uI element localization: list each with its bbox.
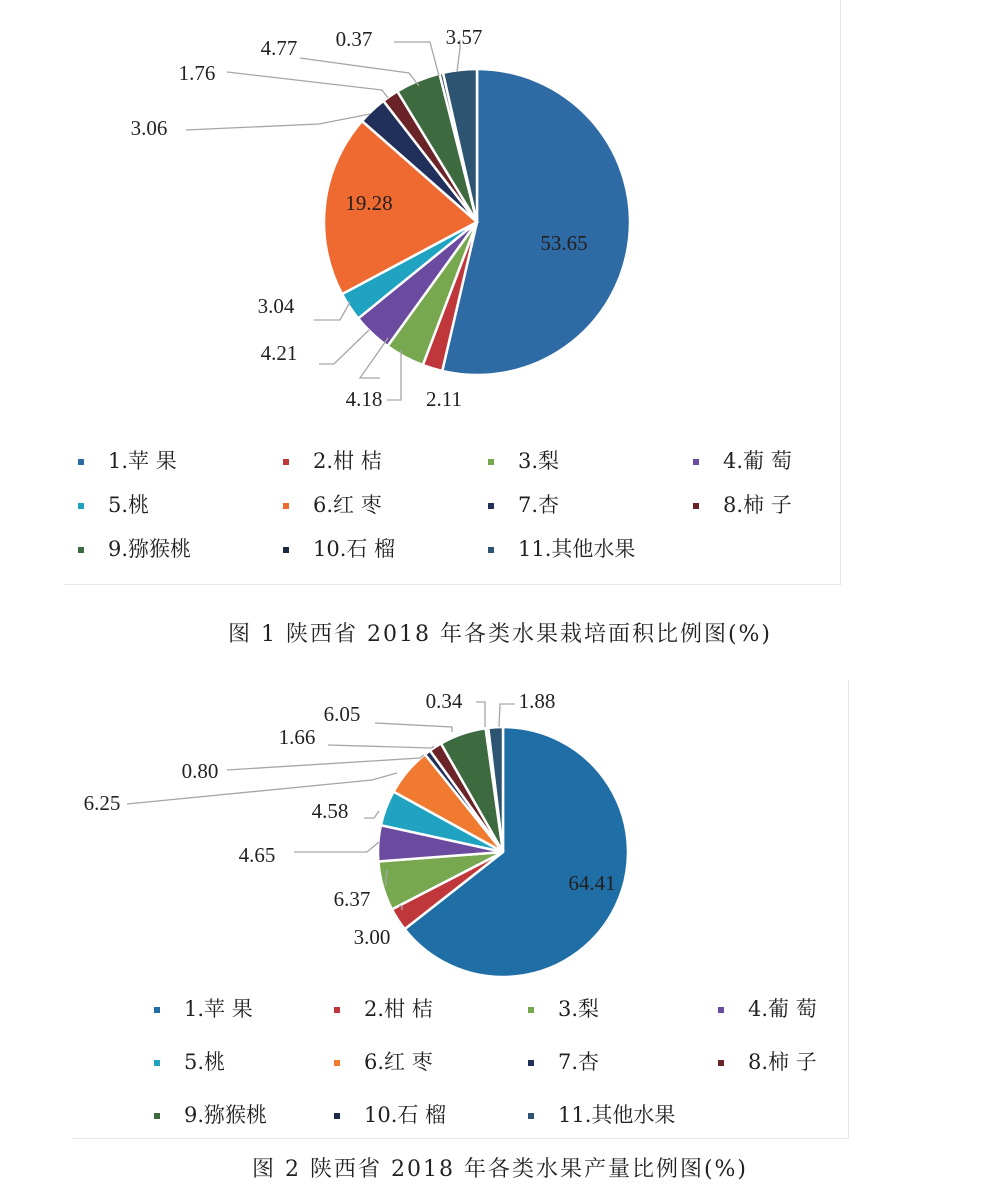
legend-label-9: 9.猕猴桃 bbox=[108, 537, 192, 561]
data-label-5: 4.58 bbox=[311, 799, 349, 823]
legend-label-2: 2.柑 桔 bbox=[313, 449, 382, 473]
data-label-2: 3.00 bbox=[353, 925, 391, 949]
legend-swatch-6 bbox=[283, 503, 289, 509]
legend-swatch-3 bbox=[528, 1007, 534, 1013]
leader-line-7 bbox=[186, 114, 370, 130]
leader-line-8 bbox=[227, 72, 388, 98]
data-label-2: 2.11 bbox=[426, 387, 462, 411]
legend-label-7: 7.杏 bbox=[518, 493, 560, 517]
leader-line-7 bbox=[227, 755, 424, 770]
data-label-1: 64.41 bbox=[568, 871, 616, 895]
legend-swatch-9 bbox=[78, 547, 84, 553]
legend-swatch-8 bbox=[693, 503, 699, 509]
legend-label-5: 5.桃 bbox=[184, 1050, 226, 1074]
leader-line-6 bbox=[127, 773, 397, 804]
data-label-10: 0.34 bbox=[425, 689, 463, 713]
legend-label-1: 1.苹 果 bbox=[108, 449, 177, 473]
legend-label-4: 4.葡 萄 bbox=[723, 449, 792, 473]
legend-label-3: 3.梨 bbox=[518, 449, 560, 473]
legend-label-6: 6.红 枣 bbox=[364, 1050, 433, 1074]
legend-label-7: 7.杏 bbox=[558, 1050, 600, 1074]
legend-swatch-10 bbox=[283, 547, 289, 553]
data-label-8: 1.76 bbox=[178, 61, 216, 85]
legend-label-1: 1.苹 果 bbox=[184, 997, 253, 1021]
data-label-4: 4.65 bbox=[238, 843, 276, 867]
data-label-5: 3.04 bbox=[257, 294, 295, 318]
data-label-10: 0.37 bbox=[335, 27, 373, 51]
legend-label-11: 11.其他水果 bbox=[518, 537, 636, 561]
leader-line-11 bbox=[499, 704, 515, 727]
legend-label-11: 11.其他水果 bbox=[558, 1103, 676, 1127]
data-label-6: 19.28 bbox=[345, 191, 393, 215]
legend-swatch-7 bbox=[528, 1060, 534, 1066]
legend-label-8: 8.柿 子 bbox=[723, 493, 792, 517]
data-label-11: 1.88 bbox=[518, 689, 556, 713]
data-label-11: 3.57 bbox=[445, 25, 483, 49]
legend-swatch-1 bbox=[154, 1007, 160, 1013]
data-label-4: 4.21 bbox=[260, 341, 298, 365]
data-label-3: 4.18 bbox=[345, 387, 383, 411]
leader-line-3 bbox=[360, 338, 388, 378]
legend-swatch-2 bbox=[334, 1007, 340, 1013]
legend-label-8: 8.柿 子 bbox=[748, 1050, 817, 1074]
chart-caption-1: 图 1 陕西省 2018 年各类水果栽培面积比例图(%) bbox=[227, 622, 773, 647]
legend-swatch-5 bbox=[154, 1060, 160, 1066]
data-label-8: 1.66 bbox=[278, 725, 316, 749]
chart-caption-2: 图 2 陕西省 2018 年各类水果产量比例图(%) bbox=[251, 1157, 749, 1182]
chart-panel-2 bbox=[72, 680, 849, 1139]
leader-line-2 bbox=[387, 350, 401, 400]
chart-panel-1 bbox=[64, 0, 841, 585]
legend-swatch-6 bbox=[334, 1060, 340, 1066]
leader-line-4 bbox=[319, 330, 369, 364]
legend-label-3: 3.梨 bbox=[558, 997, 600, 1021]
pie-chart-1-svg bbox=[64, 0, 840, 584]
legend-swatch-11 bbox=[488, 547, 494, 553]
data-label-6: 6.25 bbox=[83, 791, 121, 815]
leader-line-5 bbox=[314, 302, 350, 320]
legend-swatch-9 bbox=[154, 1113, 160, 1119]
legend-label-9: 9.猕猴桃 bbox=[184, 1103, 268, 1127]
leader-line-10 bbox=[394, 42, 439, 76]
legend-swatch-4 bbox=[693, 459, 699, 465]
legend-label-10: 10.石 榴 bbox=[364, 1103, 447, 1127]
pie-chart-2-svg bbox=[72, 680, 848, 1138]
data-label-7: 0.80 bbox=[181, 759, 219, 783]
legend-swatch-2 bbox=[283, 459, 289, 465]
legend-label-2: 2.柑 桔 bbox=[364, 997, 433, 1021]
legend-label-10: 10.石 榴 bbox=[313, 537, 396, 561]
leader-line-8 bbox=[328, 745, 434, 748]
legend-label-4: 4.葡 萄 bbox=[748, 997, 817, 1021]
leader-line-4 bbox=[294, 842, 379, 852]
data-label-9: 6.05 bbox=[323, 702, 361, 726]
legend-swatch-7 bbox=[488, 503, 494, 509]
data-label-1: 53.65 bbox=[540, 231, 588, 255]
legend-swatch-11 bbox=[528, 1113, 534, 1119]
leader-line-5 bbox=[364, 811, 379, 818]
legend-swatch-5 bbox=[78, 503, 84, 509]
leader-line-9 bbox=[300, 58, 419, 86]
legend-label-6: 6.红 枣 bbox=[313, 493, 382, 517]
legend-swatch-4 bbox=[718, 1007, 724, 1013]
data-label-7: 3.06 bbox=[130, 116, 168, 140]
legend-swatch-10 bbox=[334, 1113, 340, 1119]
legend-swatch-3 bbox=[488, 459, 494, 465]
leader-line-9 bbox=[375, 723, 452, 732]
legend-swatch-1 bbox=[78, 459, 84, 465]
legend-label-5: 5.桃 bbox=[108, 493, 150, 517]
data-label-9: 4.77 bbox=[260, 36, 298, 60]
data-label-3: 6.37 bbox=[333, 887, 371, 911]
leader-line-10 bbox=[476, 702, 485, 727]
legend-swatch-8 bbox=[718, 1060, 724, 1066]
